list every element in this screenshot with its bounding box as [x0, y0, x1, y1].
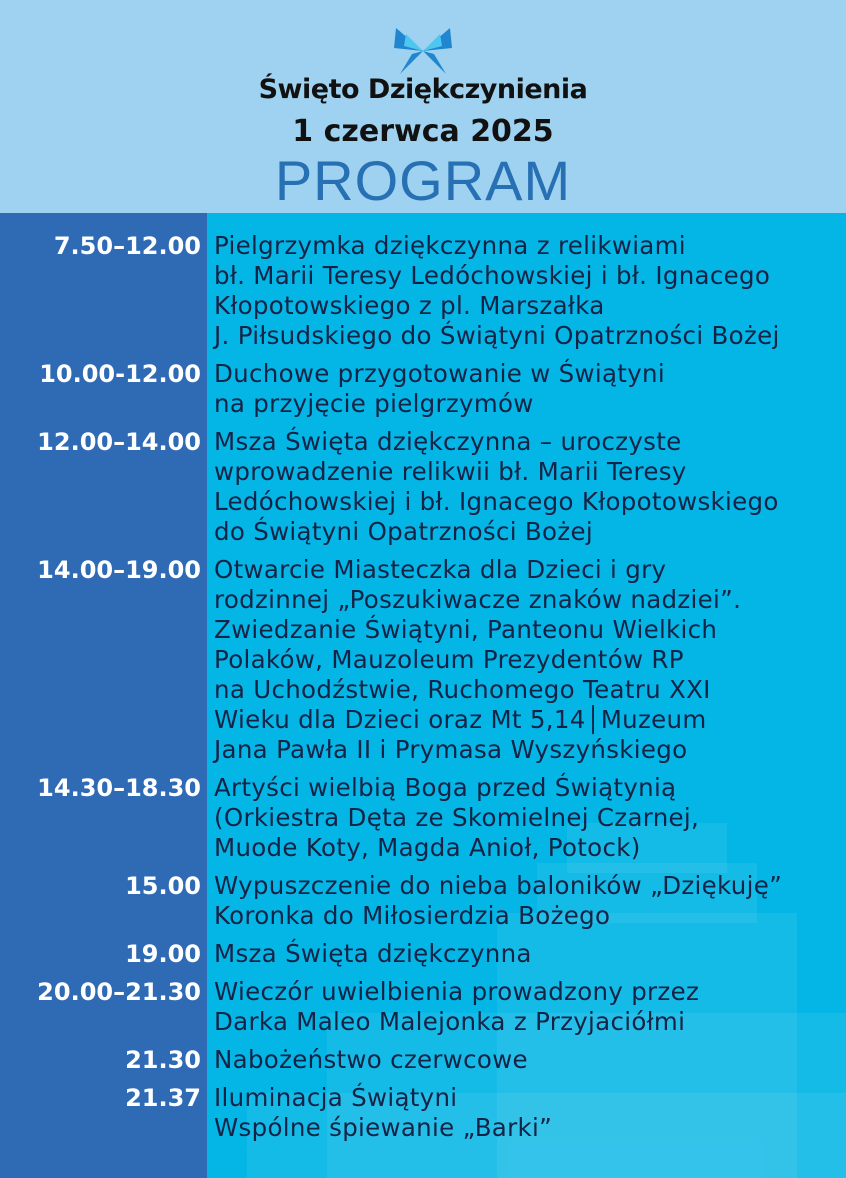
schedule-description — [214, 427, 839, 547]
schedule-entry — [0, 977, 846, 1037]
description-line: Msza Święta dziękczynna – uroczyste — [214, 427, 682, 456]
description-line: Artyści wielbią Boga przed Świątynią — [214, 773, 677, 802]
description-line: Kłopotowskiego z pl. Marszałka — [214, 291, 605, 320]
description-line: Muode Koty, Magda Anioł, Potock) — [214, 833, 641, 862]
description-line: (Orkiestra Dęta ze Skomielnej Czarnej, — [214, 803, 700, 832]
schedule-time: 14.30–18.30 — [37, 774, 201, 802]
schedule-entry — [0, 359, 846, 419]
schedule-description — [214, 939, 839, 969]
schedule-description — [214, 1083, 839, 1143]
description-line: rodzinnej „Poszukiwacze znaków nadziei”. — [214, 585, 742, 614]
program-heading: PROGRAM — [274, 149, 572, 212]
schedule-entry — [0, 1083, 846, 1143]
description-line: Zwiedzanie Świątyni, Panteonu Wielkich — [214, 615, 718, 644]
schedule-time: 14.00–19.00 — [37, 556, 201, 584]
schedule-entry — [0, 939, 846, 969]
butterfly-logo-icon — [392, 26, 454, 76]
schedule-time: 10.00-12.00 — [39, 360, 201, 388]
description-line: wprowadzenie relikwii bł. Marii Teresy — [214, 457, 687, 486]
schedule-description — [214, 555, 839, 765]
schedule-entry — [0, 427, 846, 547]
description-line: Wieczór uwielbienia prowadzony przez — [214, 977, 700, 1006]
description-line: Ledóchowskiej i bł. Ignacego Kłopotowskiego — [214, 487, 779, 516]
description-line: Wypuszczenie do nieba baloników „Dziękuję” — [214, 871, 783, 900]
schedule-time: 7.50–12.00 — [53, 232, 201, 260]
schedule-entry — [0, 773, 846, 863]
schedule-description — [214, 359, 839, 419]
schedule-description — [214, 231, 839, 351]
schedule-list — [0, 231, 846, 1151]
description-line: Pielgrzymka dziękczynna z relikwiami — [214, 231, 686, 260]
description-line: Wieku dla Dzieci oraz Mt 5,14│Muzeum — [214, 705, 707, 734]
schedule-description — [214, 977, 839, 1037]
description-line: Nabożeństwo czerwcowe — [214, 1045, 528, 1074]
schedule-description — [214, 871, 839, 931]
description-line: Jana Pawła II i Prymasa Wyszyńskiego — [214, 735, 688, 764]
schedule-time: 21.37 — [125, 1084, 201, 1112]
schedule-time: 19.00 — [125, 940, 201, 968]
description-line: Msza Święta dziękczynna — [214, 939, 532, 968]
schedule-entry — [0, 871, 846, 931]
description-line: Darka Maleo Malejonka z Przyjaciółmi — [214, 1007, 686, 1036]
description-line: Duchowe przygotowanie w Świątyni — [214, 359, 665, 388]
description-line: Koronka do Miłosierdzia Bożego — [214, 901, 611, 930]
description-line: Iluminacja Świątyni — [214, 1083, 458, 1112]
description-line: Polaków, Mauzoleum Prezydentów RP — [214, 645, 684, 674]
schedule-time: 21.30 — [125, 1046, 201, 1074]
schedule-description — [214, 773, 839, 863]
description-line: bł. Marii Teresy Ledóchowskiej i bł. Ignacego — [214, 261, 771, 290]
schedule-time: 20.00–21.30 — [37, 978, 201, 1006]
event-date: 1 czerwca 2025 — [292, 114, 554, 149]
schedule-description — [214, 1045, 839, 1075]
description-line: do Świątyni Opatrzności Bożej — [214, 517, 593, 546]
schedule-entry — [0, 231, 846, 351]
event-title: Święto Dziękczynienia — [258, 74, 588, 105]
schedule-time: 12.00–14.00 — [37, 428, 201, 456]
header-band — [0, 0, 846, 213]
description-line: na Uchodźstwie, Ruchomego Teatru XXI — [214, 675, 711, 704]
schedule-entry — [0, 555, 846, 765]
description-line: na przyjęcie pielgrzymów — [214, 389, 534, 418]
schedule-entry — [0, 1045, 846, 1075]
description-line: J. Piłsudskiego do Świątyni Opatrzności Bożej — [214, 321, 780, 350]
description-line: Wspólne śpiewanie „Barki” — [214, 1113, 553, 1142]
schedule-time: 15.00 — [125, 872, 201, 900]
description-line: Otwarcie Miasteczka dla Dzieci i gry — [214, 555, 667, 584]
